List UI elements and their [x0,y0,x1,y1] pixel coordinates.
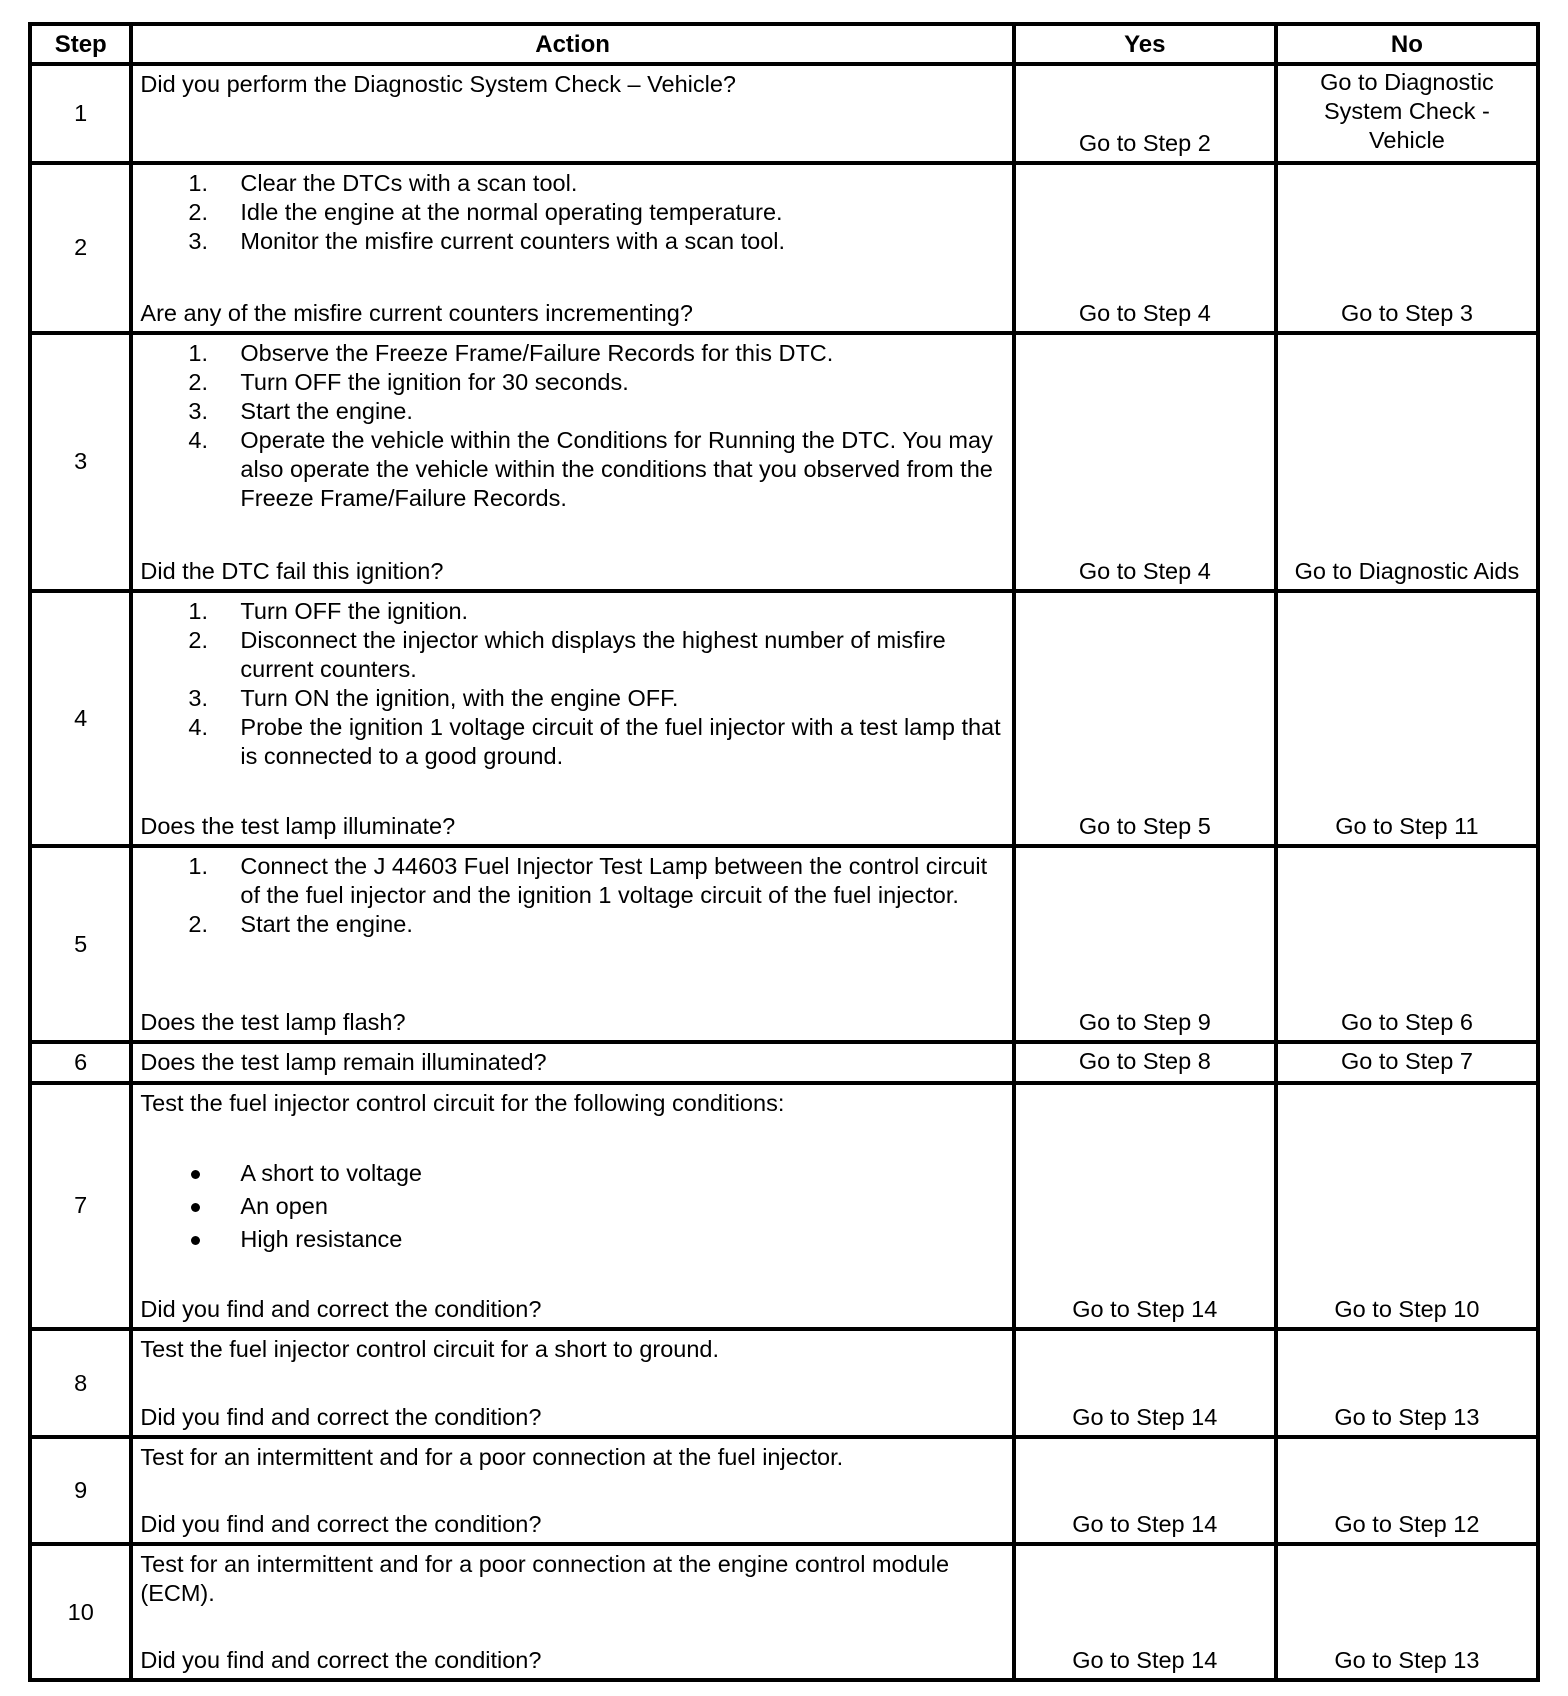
action-question: Did you find and correct the condition? [140,1511,542,1538]
yes-cell: Go to Step 14 [1014,1329,1276,1437]
yes-cell: Go to Step 8 [1014,1042,1276,1083]
yes-cell: Go to Step 14 [1014,1544,1276,1680]
bullet-icon [191,1170,200,1179]
list-item: 1. Connect the J 44603 Fuel Injector Test Lamp between the control circuit of the fuel injector and the ignition 1 voltage circuit of the fuel injector. [188,853,988,909]
list-item: 2. Start the engine. [188,911,413,938]
yes-cell: Go to Step 2 [1014,64,1276,163]
action-cell [131,1329,1013,1437]
action-intro: Test for an intermittent and for a poor connection at the engine control module (ECM). [140,1551,950,1607]
step-number: 5 [30,846,131,1042]
yes-cell: Go to Step 4 [1014,163,1276,333]
step-number: 6 [30,1042,131,1083]
action-question: Does the test lamp remain illuminated? [140,1049,547,1076]
action-question: Are any of the misfire current counters incrementing? [140,299,693,326]
no-cell: Go to Step 3 [1276,163,1538,333]
action-cell [131,163,1013,333]
header-step: Step [30,24,131,64]
no-cell: Go to Step 6 [1276,846,1538,1042]
action-question: Does the test lamp illuminate? [140,813,456,840]
step-number: 7 [30,1083,131,1329]
list-item: 1. Observe the Freeze Frame/Failure Records for this DTC. [188,339,834,366]
list-item: 3. Turn ON the ignition, with the engine OFF. [188,684,679,711]
action-question: Did you find and correct the condition? [140,1404,542,1431]
no-cell: Go to Diagnostic Aids [1276,333,1538,591]
list-item: An open [140,1190,1003,1223]
bullet-icon [191,1203,200,1212]
action-steps [140,597,1003,771]
no-cell: Go to Step 7 [1276,1042,1538,1083]
diagnostic-table [28,22,1540,1682]
action-question: Did you find and correct the condition? [140,1295,542,1322]
action-steps [140,169,1003,256]
no-cell: Go to Step 13 [1276,1544,1538,1680]
table-row [30,1083,1538,1329]
step-number: 1 [30,64,131,163]
list-item: 2. Turn OFF the ignition for 30 seconds. [188,368,629,395]
list-item: High resistance [140,1223,1003,1256]
action-steps [140,339,1003,513]
action-cell [131,1042,1013,1083]
action-cell [131,1544,1013,1680]
action-cell [131,64,1013,163]
yes-cell: Go to Step 5 [1014,591,1276,846]
table-row [30,1437,1538,1544]
action-question: Did you find and correct the condition? [140,1647,542,1673]
action-cell [131,333,1013,591]
action-question: Does the test lamp flash? [140,1008,406,1035]
action-question: Did the DTC fail this ignition? [140,557,444,584]
list-item: 3. Monitor the misfire current counters with a scan tool. [188,227,786,254]
header-action: Action [131,24,1013,64]
step-number: 9 [30,1437,131,1544]
action-cell [131,591,1013,846]
step-number: 2 [30,163,131,333]
action-intro: Test the fuel injector control circuit for the following conditions: [140,1089,785,1116]
table-row [30,846,1538,1042]
action-intro: Test for an intermittent and for a poor connection at the fuel injector. [140,1444,844,1471]
condition-list [140,1157,1003,1256]
no-cell: Go to Step 12 [1276,1437,1538,1544]
yes-cell: Go to Step 14 [1014,1083,1276,1329]
table-row [30,64,1538,163]
step-number: 8 [30,1329,131,1437]
yes-cell: Go to Step 9 [1014,846,1276,1042]
table-row [30,1544,1538,1680]
table-row [30,1042,1538,1083]
action-question: Did you perform the Diagnostic System Check – Vehicle? [140,71,737,97]
yes-cell: Go to Step 4 [1014,333,1276,591]
action-cell [131,846,1013,1042]
step-number: 3 [30,333,131,591]
step-number: 4 [30,591,131,846]
list-item: 1. Turn OFF the ignition. [188,597,469,624]
table-row [30,163,1538,333]
no-cell: Go to Diagnostic System Check - Vehicle [1276,64,1538,163]
action-cell [131,1437,1013,1544]
action-intro: Test the fuel injector control circuit for a short to ground. [140,1335,720,1362]
list-item: 1. Clear the DTCs with a scan tool. [188,169,578,196]
list-item: 4. Probe the ignition 1 voltage circuit of the fuel injector with a test lamp that is connected to a good ground. [188,713,1001,769]
no-cell: Go to Step 11 [1276,591,1538,846]
list-item: 2. Disconnect the injector which displays the highest number of misfire current counters. [188,626,946,682]
list-item: 3. Start the engine. [188,397,413,424]
bullet-icon [191,1236,200,1245]
no-cell: Go to Step 10 [1276,1083,1538,1329]
table-row [30,1329,1538,1437]
list-item: 4. Operate the vehicle within the Conditions for Running the DTC. You may also operate the vehicle within the conditions that you observed from the Freeze Frame/Failure Records. [188,426,993,511]
step-number: 10 [30,1544,131,1680]
yes-cell: Go to Step 14 [1014,1437,1276,1544]
table-row [30,333,1538,591]
list-item: 2. Idle the engine at the normal operating temperature. [188,198,783,225]
header-row [30,24,1538,64]
no-cell: Go to Step 13 [1276,1329,1538,1437]
header-no: No [1276,24,1538,64]
action-cell [131,1083,1013,1329]
list-item: A short to voltage [140,1157,1003,1190]
action-steps [140,852,1003,939]
header-yes: Yes [1014,24,1276,64]
table-row [30,591,1538,846]
